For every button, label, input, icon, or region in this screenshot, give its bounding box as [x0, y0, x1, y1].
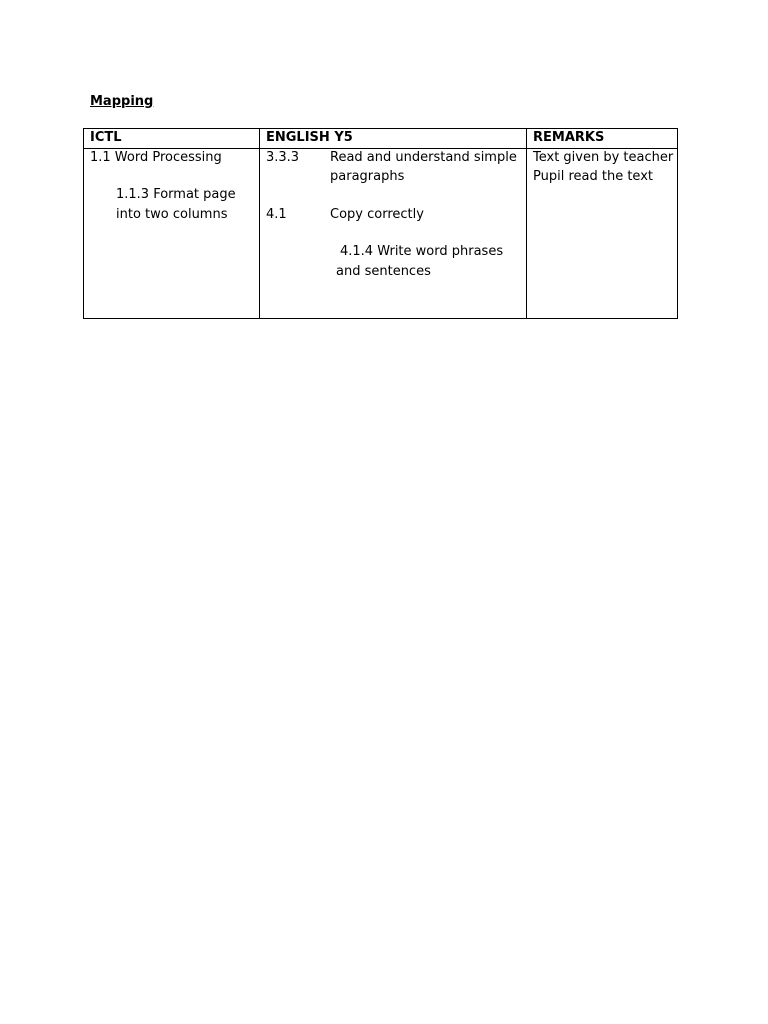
english-text-1-line-1: Read and understand simple: [330, 150, 517, 165]
english-text-2: Copy correctly: [330, 207, 424, 222]
english-code-1: 3.3.3: [266, 150, 300, 165]
remarks-line-1: Text given by teacher: [533, 150, 674, 165]
english-text-1-line-2: paragraphs: [330, 169, 405, 184]
english-subitem-line-1: 4.1.4 Write word phrases: [340, 244, 504, 259]
ictl-subitem-line-1: 1.1.3 Format page: [116, 187, 236, 202]
column-divider-2: [526, 129, 527, 318]
mapping-table: [83, 128, 678, 319]
document-heading: Mapping: [90, 94, 154, 109]
header-ictl: ICTL: [90, 130, 122, 145]
header-divider: [84, 148, 677, 149]
header-remarks: REMARKS: [533, 130, 605, 145]
ictl-subitem-line-2: into two columns: [116, 207, 228, 222]
remarks-line-2: Pupil read the text: [533, 169, 653, 184]
ictl-item-1: 1.1 Word Processing: [90, 150, 222, 165]
english-code-2: 4.1: [266, 207, 287, 222]
header-english: ENGLISH Y5: [266, 130, 353, 145]
english-subitem-line-2: and sentences: [336, 264, 431, 279]
column-divider-1: [259, 129, 260, 318]
